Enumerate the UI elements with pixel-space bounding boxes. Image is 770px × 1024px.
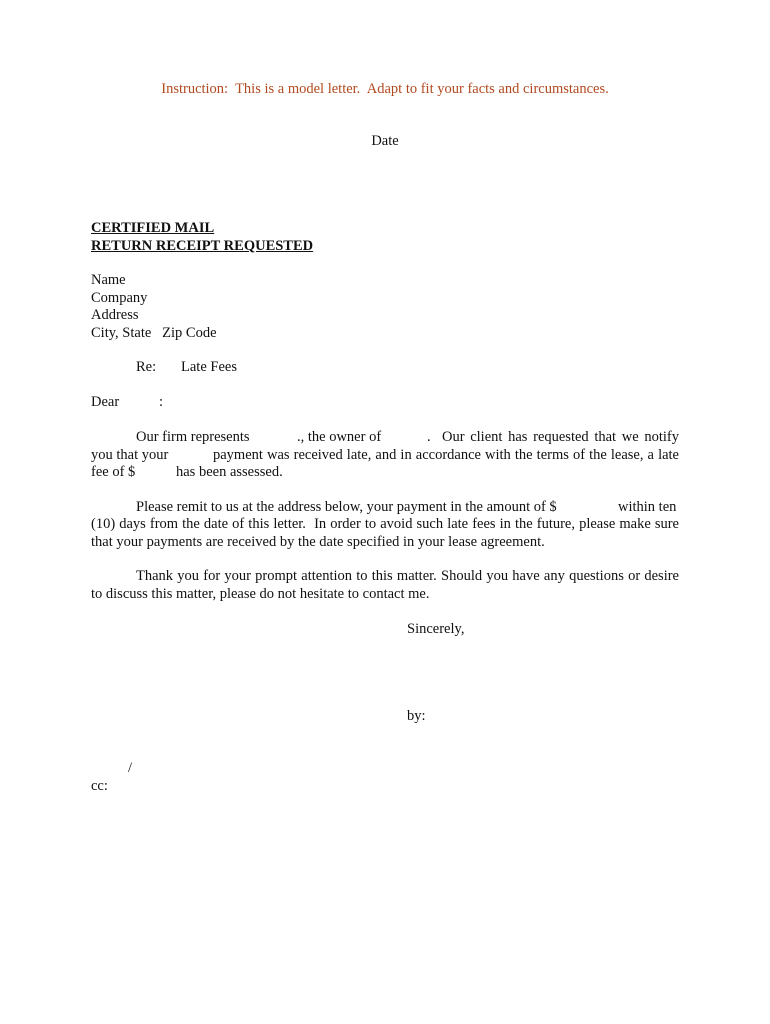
recipient-address: Address xyxy=(91,307,139,323)
para1-line1-a: Our firm represents xyxy=(136,429,250,445)
date-placeholder: Date xyxy=(371,133,399,149)
initials-slash: / xyxy=(128,760,133,776)
para2-line2: (10) days from the date of this letter. In order to avoid such late fees in the future, please make sure xyxy=(91,516,679,532)
salutation-dear: Dear xyxy=(91,394,120,410)
para2-line1-a: Please remit to us at the address below, your payment in the amount of $ xyxy=(136,499,557,515)
recipient-city-state-zip: City, State Zip Code xyxy=(91,325,217,341)
para1-line3-b: has been assessed. xyxy=(176,464,283,480)
instruction-note: Instruction: This is a model letter. Adapt to fit your facts and circumstances. xyxy=(161,81,609,97)
para1-line2-a: you that your xyxy=(91,447,169,463)
cc-label: cc: xyxy=(91,778,108,794)
recipient-name: Name xyxy=(91,272,126,288)
re-label: Re: xyxy=(136,359,157,375)
para1-line1-b: ., the owner of xyxy=(297,429,382,445)
para1-line1-tail: . Our client has requested that we notify xyxy=(427,429,679,445)
closing-sincerely: Sincerely, xyxy=(407,621,465,637)
recipient-company: Company xyxy=(91,290,148,306)
certified-mail-heading: CERTIFIED MAIL xyxy=(91,220,215,236)
para1-line3-a: fee of $ xyxy=(91,464,136,480)
para1-line2-b: payment was received late, and in accordance with the terms of the lease, a late xyxy=(213,447,679,463)
salutation-colon: : xyxy=(159,394,164,410)
signature-by-label: by: xyxy=(407,708,426,724)
return-receipt-heading: RETURN RECEIPT REQUESTED xyxy=(91,238,314,254)
para3: Thank you for your prompt attention to this matter. Should you have any questions or desire to discuss this matter, please do not hesitate to contact me. xyxy=(91,568,679,602)
para2-line1-b: within ten xyxy=(618,499,677,515)
para2-line3: that your payments are received by the date specified in your lease agreement. xyxy=(91,534,545,550)
re-subject: Late Fees xyxy=(181,359,237,375)
